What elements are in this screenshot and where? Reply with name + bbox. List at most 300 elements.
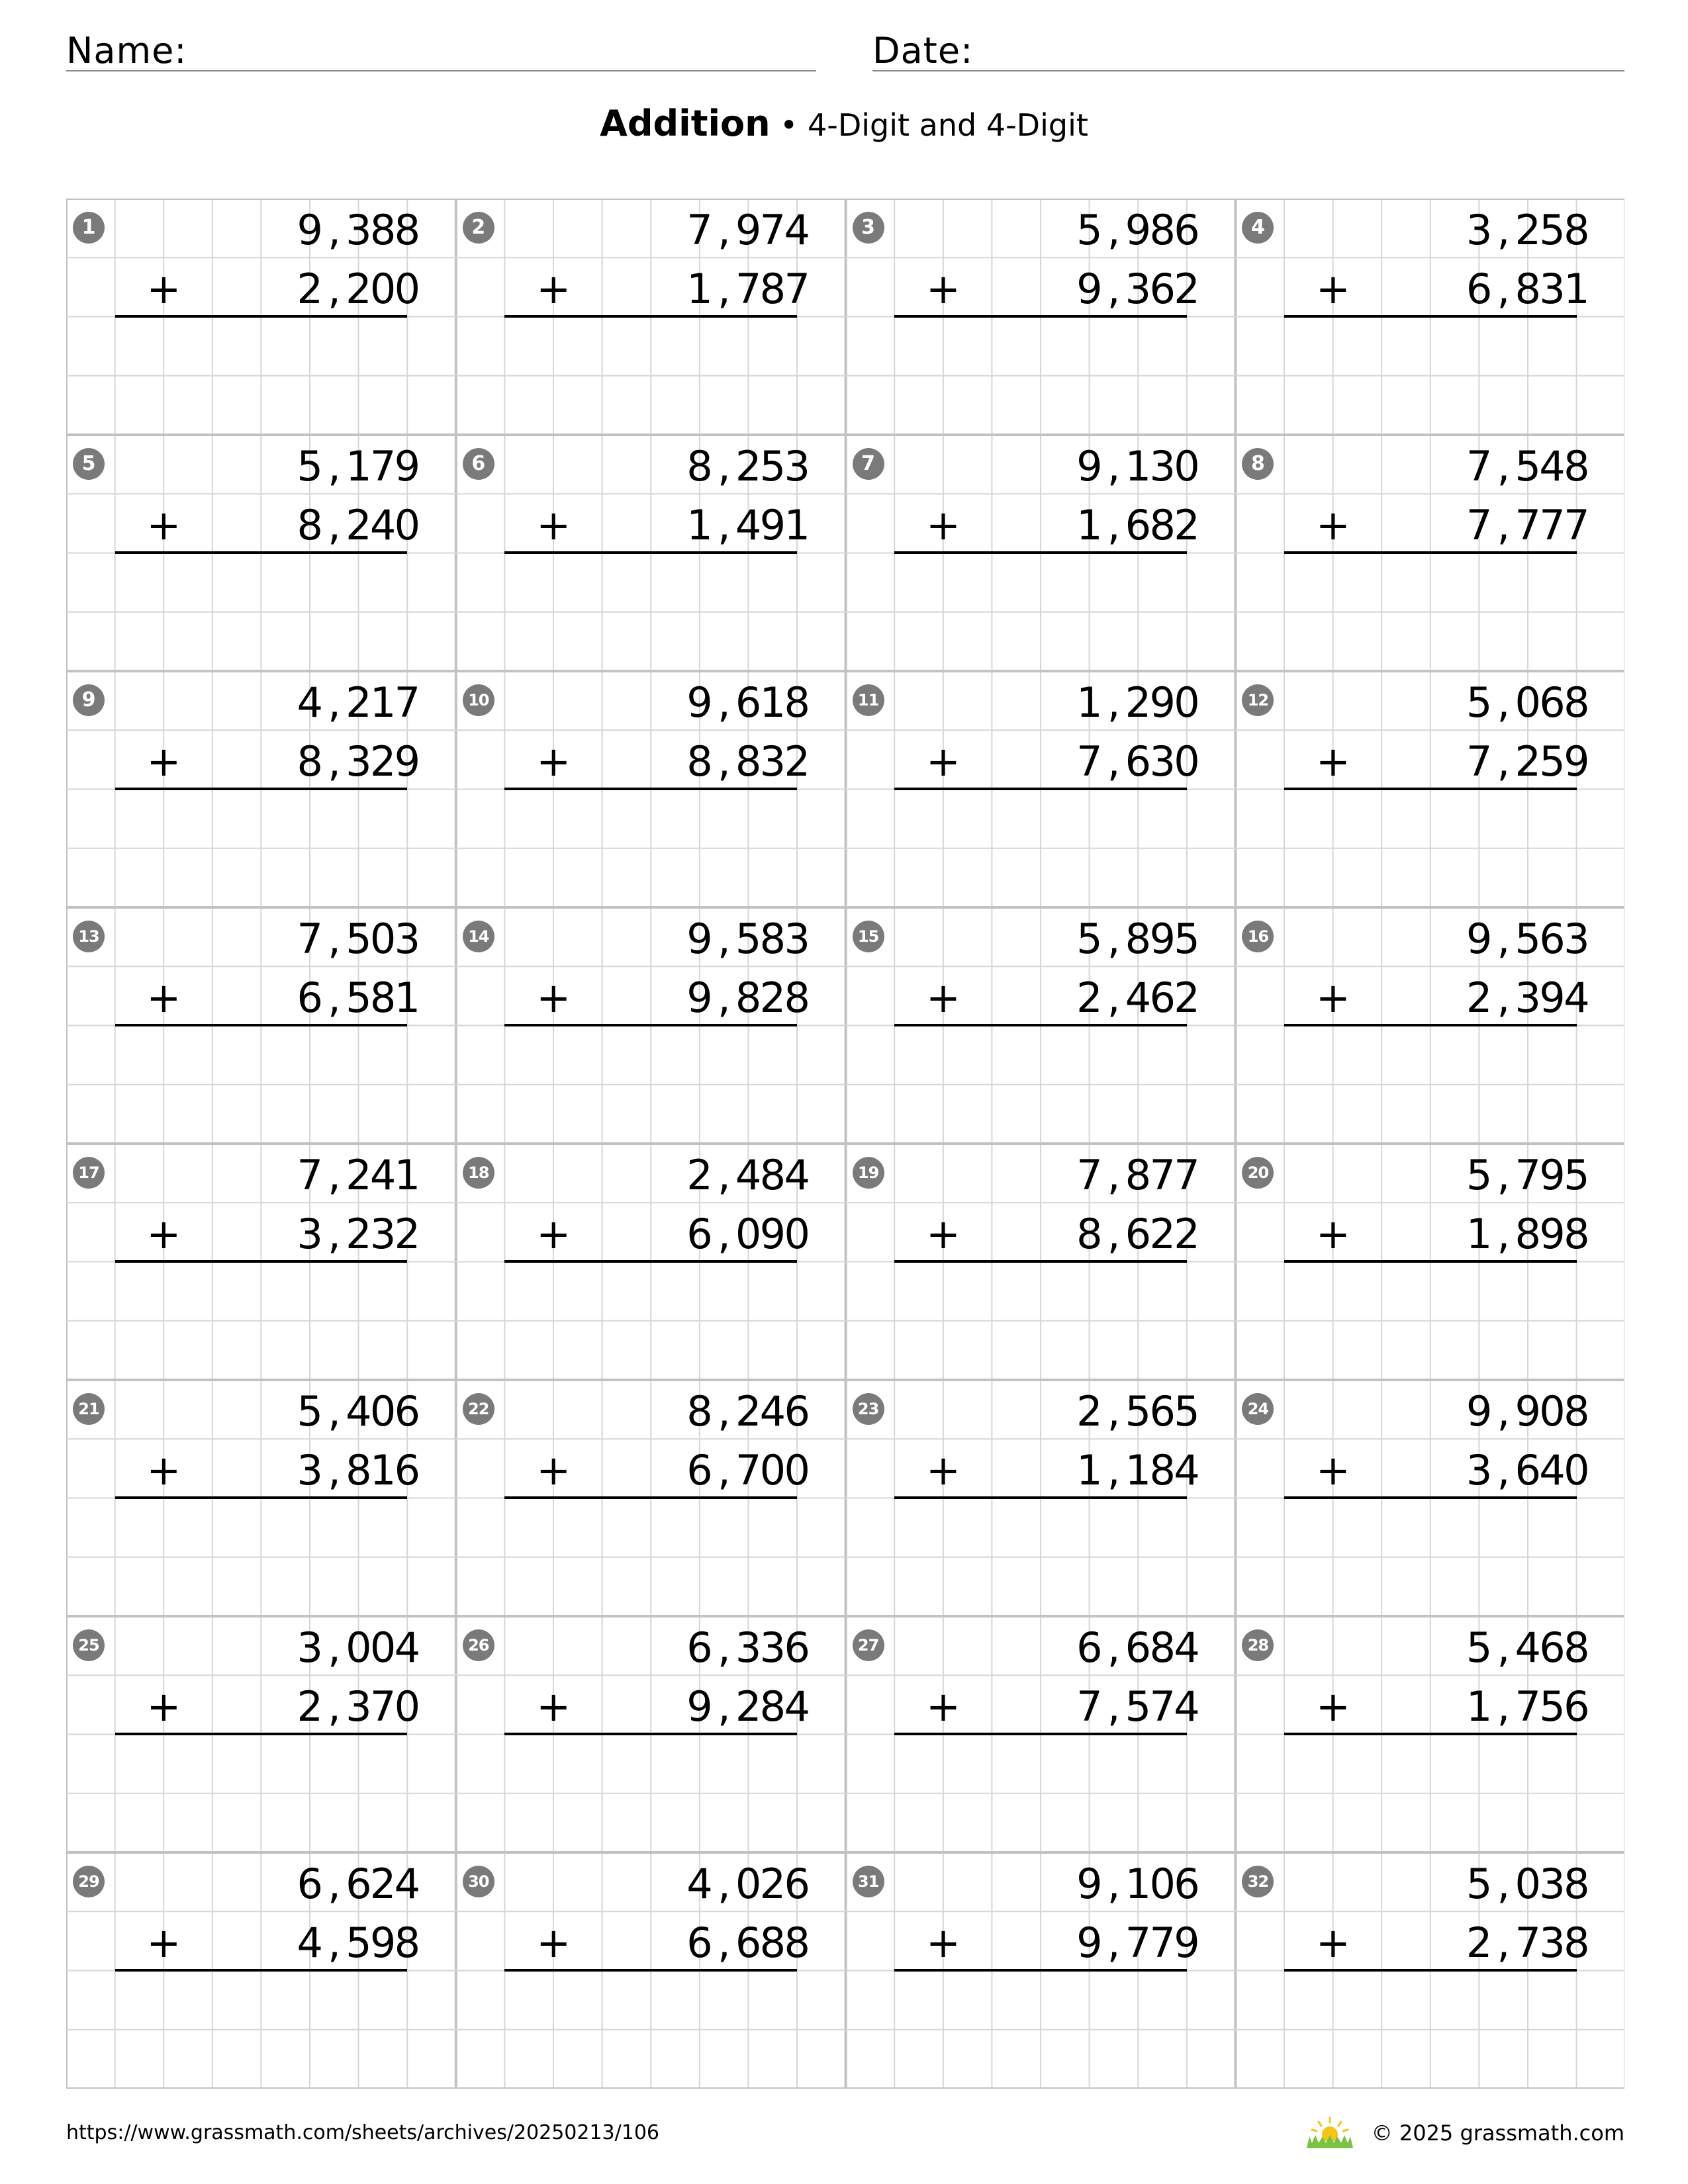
addend-top-comma: , [1497,1860,1511,1908]
addend-bottom-digit: 3 [1125,265,1152,314]
addend-bottom-digit: 9 [394,737,421,786]
plus-sign: + [926,1682,961,1731]
addend-bottom-digit: 2 [1174,974,1200,1023]
addend-bottom-comma: , [717,265,731,314]
addend-bottom-comma: , [1107,265,1121,314]
answer-area[interactable] [115,556,408,610]
addend-bottom-comma: , [328,737,341,786]
addend-top-comma: , [717,442,731,490]
addend-top-comma: , [328,915,341,963]
problem-grid [66,199,1624,2089]
sum-underline [894,1496,1187,1499]
addend-top-digit: 5 [346,915,372,963]
addend-top-digit: 5 [1174,915,1200,963]
addend-top-digit: 1 [1125,442,1152,490]
addend-bottom-digit: 2 [1149,1210,1176,1259]
addend-top-digit: 9 [735,206,762,254]
addend-top-digit: 5 [1539,206,1566,254]
addend-bottom-digit: 7 [1539,501,1566,550]
problem-number-badge: 14 [463,921,494,952]
title-main: Addition [600,103,771,144]
addend-top-digit: 6 [394,1387,421,1435]
addend-top-digit: 1 [346,442,372,490]
sum-underline [504,1733,797,1735]
addend-bottom-digit: 0 [784,1210,810,1259]
addend-top-comma: , [1107,678,1121,727]
date-field[interactable] [872,20,1624,71]
plus-sign: + [146,1446,181,1495]
plus-sign: + [1315,1446,1350,1495]
problem-number-badge: 16 [1242,921,1274,952]
answer-area[interactable] [504,1028,797,1082]
addend-bottom-digit: 3 [346,1682,372,1731]
addend-top-digit: 3 [1539,1860,1566,1908]
worksheet-title [0,103,1688,144]
answer-area[interactable] [1284,556,1577,610]
addend-bottom-digit: 2 [735,1682,762,1731]
addend-bottom-comma: , [328,265,341,314]
addend-top-digit: 8 [1564,1387,1590,1435]
sum-underline [894,315,1187,318]
addend-bottom-digit: 1 [1466,1682,1493,1731]
plus-sign: + [926,501,961,550]
addend-bottom-comma: , [1497,1446,1511,1495]
problem-number-badge: 20 [1242,1157,1274,1189]
addend-bottom-comma: , [1497,737,1511,786]
answer-area[interactable] [115,1501,408,1555]
addend-top-comma: , [717,1623,731,1672]
addend-top-digit: 4 [759,1387,786,1435]
addend-top-comma: , [1497,678,1511,727]
sum-underline [1284,1496,1577,1499]
addend-top-digit: 0 [346,1623,372,1672]
addend-bottom-digit: 0 [394,1682,421,1731]
addend-bottom-digit: 5 [1539,1682,1566,1731]
problem-number-badge: 12 [1242,684,1274,716]
answer-area[interactable] [504,1974,797,2027]
answer-area[interactable] [894,1737,1187,1791]
addend-top-comma: , [717,206,731,254]
addend-top-digit: 9 [686,678,713,727]
addend-top-comma: , [1107,1860,1121,1908]
addend-bottom-comma: , [1107,1446,1121,1495]
addend-bottom-digit: 6 [1125,501,1152,550]
addend-bottom-digit: 0 [735,1210,762,1259]
answer-area[interactable] [1284,320,1577,373]
addend-bottom-comma: , [1107,1210,1121,1259]
addend-bottom-comma: , [717,1210,731,1259]
addend-bottom-comma: , [1497,974,1511,1023]
sum-underline [115,315,408,318]
addend-top-digit: 5 [1466,1151,1493,1199]
addend-bottom-digit: 1 [1564,265,1590,314]
sum-underline [894,1969,1187,1972]
addend-bottom-digit: 3 [1466,1446,1493,1495]
addend-bottom-digit: 8 [297,737,323,786]
problem-number-badge: 2 [463,212,494,244]
answer-area[interactable] [115,1974,408,2027]
addend-bottom-comma: , [717,1919,731,1968]
sum-underline [115,788,408,790]
addend-bottom-digit: 9 [1076,1919,1103,1968]
addend-bottom-digit: 5 [1539,737,1566,786]
addend-top-digit: 6 [346,1860,372,1908]
addend-top-digit: 2 [735,442,762,490]
addend-top-digit: 2 [1125,678,1152,727]
answer-area[interactable] [504,1265,797,1318]
addend-bottom-digit: 8 [1076,1210,1103,1259]
sum-underline [1284,788,1577,790]
addend-bottom-digit: 7 [1515,1682,1541,1731]
addend-bottom-digit: 7 [735,265,762,314]
addend-bottom-digit: 4 [1174,1682,1200,1731]
addend-bottom-digit: 7 [784,265,810,314]
addend-top-digit: 3 [394,915,421,963]
addend-bottom-digit: 8 [1564,1210,1590,1259]
addend-bottom-digit: 9 [1076,265,1103,314]
sum-underline [504,1260,797,1263]
addend-bottom-digit: 6 [1149,974,1176,1023]
addend-top-comma: , [328,678,341,727]
addend-top-digit: 8 [686,442,713,490]
answer-area[interactable] [1284,1265,1577,1318]
addend-top-digit: 8 [1564,206,1590,254]
addend-top-digit: 8 [1149,206,1176,254]
addend-bottom-digit: 8 [369,974,397,1023]
addend-top-digit: 8 [759,915,786,963]
addend-top-comma: , [328,1151,341,1199]
addend-bottom-comma: , [328,974,341,1023]
addend-bottom-digit: 2 [297,265,323,314]
addend-bottom-comma: , [1107,1919,1121,1968]
addend-bottom-digit: 6 [686,1210,713,1259]
addend-top-digit: 9 [1466,1387,1493,1435]
addend-bottom-digit: 3 [297,1210,323,1259]
addend-top-digit: 3 [759,1623,786,1672]
addend-top-digit: 3 [1466,206,1493,254]
addend-top-digit: 3 [297,1623,323,1672]
addend-top-digit: 6 [1076,1623,1103,1672]
addend-top-digit: 6 [297,1860,323,1908]
sum-underline [1284,1024,1577,1026]
addend-bottom-digit: 9 [369,1919,397,1968]
plus-sign: + [926,1446,961,1495]
sum-underline [504,315,797,318]
addend-bottom-digit: 7 [1149,1919,1176,1968]
addend-bottom-digit: 5 [346,974,372,1023]
problem-number-badge: 26 [463,1629,494,1661]
problem-number-badge: 1 [73,212,105,244]
addend-top-digit: 3 [784,915,810,963]
sum-underline [504,1024,797,1026]
addend-top-digit: 9 [394,442,421,490]
addend-bottom-digit: 9 [1564,737,1590,786]
addend-top-digit: 4 [1174,1623,1200,1672]
answer-area[interactable] [1284,1501,1577,1555]
addend-bottom-digit: 0 [784,1446,810,1495]
problem-number-badge: 27 [853,1629,884,1661]
addend-top-digit: 1 [394,1151,421,1199]
addend-top-digit: 5 [1466,678,1493,727]
addend-top-digit: 8 [759,1151,786,1199]
sum-underline [894,788,1187,790]
addend-bottom-digit: 1 [1076,501,1103,550]
plus-sign: + [536,1682,571,1731]
addend-bottom-digit: 9 [759,1210,786,1259]
addend-top-digit: 7 [686,206,713,254]
addend-bottom-digit: 6 [686,1446,713,1495]
problem-number-badge: 8 [1242,448,1274,480]
addend-bottom-digit: 6 [1149,265,1176,314]
addend-bottom-digit: 7 [735,1446,762,1495]
addend-bottom-digit: 2 [1174,265,1200,314]
addend-top-digit: 0 [1149,1860,1176,1908]
addend-bottom-digit: 7 [1076,737,1103,786]
footer-url: https://www.grassmath.com/sheets/archives/20250213/106 [66,2121,660,2144]
addend-bottom-digit: 2 [394,1210,421,1259]
addend-bottom-digit: 3 [1149,737,1176,786]
addend-top-digit: 6 [735,678,762,727]
sum-underline [504,1969,797,1972]
plus-sign: + [926,974,961,1023]
addend-top-digit: 9 [297,206,323,254]
addend-bottom-digit: 2 [346,1210,372,1259]
addend-bottom-digit: 6 [1125,1210,1152,1259]
addend-bottom-comma: , [1107,974,1121,1023]
problem-number-badge: 28 [1242,1629,1274,1661]
footer-copyright: © 2025 grassmath.com [1371,2120,1624,2146]
addend-top-comma: , [328,206,341,254]
addend-top-digit: 2 [686,1151,713,1199]
addend-bottom-digit: 7 [1125,1919,1152,1968]
plus-sign: + [1315,501,1350,550]
plus-sign: + [536,1210,571,1259]
answer-area[interactable] [1284,792,1577,846]
addend-bottom-comma: , [717,1682,731,1731]
answer-area[interactable] [504,792,797,846]
addend-bottom-digit: 0 [1564,1446,1590,1495]
addend-top-comma: , [328,1623,341,1672]
addend-bottom-comma: , [328,1919,341,1968]
addend-bottom-digit: 1 [1125,1446,1152,1495]
answer-area[interactable] [1284,1028,1577,1082]
answer-area[interactable] [894,320,1187,373]
sum-underline [504,1496,797,1499]
answer-area[interactable] [115,792,408,846]
plus-sign: + [926,1210,961,1259]
addend-top-digit: 8 [784,678,810,727]
plus-sign: + [1315,1210,1350,1259]
addend-bottom-digit: 6 [297,974,323,1023]
addend-top-digit: 5 [1515,442,1541,490]
addend-top-digit: 7 [1149,1151,1176,1199]
addend-top-comma: , [328,442,341,490]
addend-bottom-digit: 6 [1515,1446,1541,1495]
addend-top-digit: 8 [1564,678,1590,727]
addend-bottom-comma: , [1107,737,1121,786]
answer-area[interactable] [504,556,797,610]
problem-number-badge: 18 [463,1157,494,1189]
addend-top-comma: , [1497,1623,1511,1672]
addend-top-digit: 9 [1076,1860,1103,1908]
addend-top-digit: 6 [1125,1623,1152,1672]
problem-number-badge: 10 [463,684,494,716]
answer-area[interactable] [894,1974,1187,2027]
addend-bottom-digit: 7 [1466,737,1493,786]
problem-number-badge: 13 [73,921,105,952]
plus-sign: + [926,265,961,314]
addend-bottom-digit: 3 [1539,265,1566,314]
problem-number-badge: 17 [73,1157,105,1189]
addend-top-digit: 2 [1076,1387,1103,1435]
addend-top-digit: 4 [297,678,323,727]
addend-top-digit: 7 [1076,1151,1103,1199]
addend-bottom-digit: 7 [1564,501,1590,550]
addend-bottom-comma: , [1107,1682,1121,1731]
addend-bottom-digit: 6 [1466,265,1493,314]
addend-top-digit: 5 [1125,1387,1152,1435]
plus-sign: + [536,1446,571,1495]
addend-bottom-digit: 8 [394,1919,421,1968]
addend-top-digit: 8 [1564,442,1590,490]
addend-top-digit: 2 [735,1387,762,1435]
problem-number-badge: 23 [853,1393,884,1425]
addend-bottom-digit: 2 [1174,501,1200,550]
plus-sign: + [146,1210,181,1259]
answer-area[interactable] [115,1028,408,1082]
addend-bottom-digit: 2 [1515,737,1541,786]
answer-area[interactable] [504,1737,797,1791]
addend-bottom-comma: , [717,974,731,1023]
addend-bottom-digit: 2 [346,265,372,314]
answer-area[interactable] [115,1737,408,1791]
addend-top-digit: 4 [686,1860,713,1908]
answer-area[interactable] [894,1501,1187,1555]
addend-top-digit: 8 [1125,1151,1152,1199]
answer-area[interactable] [894,556,1187,610]
sum-underline [894,1733,1187,1735]
answer-area[interactable] [1284,1737,1577,1791]
addend-bottom-digit: 8 [686,737,713,786]
addend-bottom-digit: 2 [784,737,810,786]
addend-top-digit: 8 [1564,1623,1590,1672]
addend-top-digit: 2 [1515,206,1541,254]
answer-area[interactable] [115,1265,408,1318]
name-field[interactable] [66,20,816,71]
addend-bottom-comma: , [1497,1919,1511,1968]
addend-bottom-digit: 7 [1076,1682,1103,1731]
addend-bottom-digit: 8 [346,1446,372,1495]
addend-bottom-digit: 2 [1466,974,1493,1023]
problem-number-badge: 15 [853,921,884,952]
addend-top-digit: 6 [784,1623,810,1672]
addend-top-digit: 7 [394,678,421,727]
addend-bottom-digit: 5 [1125,1682,1152,1731]
addend-top-digit: 9 [1539,1151,1566,1199]
addend-bottom-digit: 4 [369,501,397,550]
plus-sign: + [1315,265,1350,314]
addend-bottom-digit: 9 [686,974,713,1023]
plus-sign: + [1315,737,1350,786]
plus-sign: + [1315,974,1350,1023]
addend-top-digit: 9 [1149,678,1176,727]
addend-bottom-digit: 3 [346,737,372,786]
problem-number-badge: 29 [73,1866,105,1897]
addend-top-digit: 0 [369,1623,397,1672]
addend-top-digit: 2 [346,678,372,727]
answer-area[interactable] [115,320,408,373]
addend-bottom-digit: 8 [735,737,762,786]
addend-bottom-digit: 0 [394,501,421,550]
addend-top-comma: , [717,678,731,727]
addend-bottom-digit: 4 [1174,1446,1200,1495]
addend-top-digit: 9 [1076,442,1103,490]
problem-number-badge: 3 [853,212,884,244]
addend-bottom-comma: , [328,1446,341,1495]
addend-bottom-digit: 0 [369,265,397,314]
addend-top-comma: , [1107,442,1121,490]
addend-top-comma: , [1497,206,1511,254]
addend-top-digit: 5 [1466,1623,1493,1672]
addend-top-digit: 9 [1515,1387,1541,1435]
answer-area[interactable] [894,792,1187,846]
sum-underline [1284,315,1577,318]
addend-bottom-digit: 0 [1174,737,1200,786]
addend-top-digit: 4 [1515,1623,1541,1672]
problem-number-badge: 6 [463,448,494,480]
title-subtitle: 4-Digit and 4-Digit [807,107,1088,143]
addend-bottom-digit: 8 [735,974,762,1023]
addend-top-digit: 2 [346,1151,372,1199]
addend-bottom-digit: 8 [759,265,786,314]
addend-top-digit: 4 [784,206,810,254]
plus-sign: + [146,1919,181,1968]
addend-top-comma: , [1497,442,1511,490]
answer-area[interactable] [1284,1974,1577,2027]
addend-bottom-digit: 8 [759,1682,786,1731]
addend-bottom-digit: 1 [686,501,713,550]
addend-bottom-digit: 3 [297,1446,323,1495]
answer-area[interactable] [504,320,797,373]
answer-area[interactable] [894,1265,1187,1318]
addend-bottom-comma: , [328,1210,341,1259]
addend-bottom-digit: 0 [759,1446,786,1495]
addend-bottom-digit: 1 [686,265,713,314]
answer-area[interactable] [504,1501,797,1555]
addend-top-digit: 5 [1564,1151,1590,1199]
addend-top-digit: 7 [1174,1151,1200,1199]
addend-bottom-comma: , [328,501,341,550]
addend-bottom-digit: 9 [759,501,786,550]
addend-bottom-digit: 4 [1125,974,1152,1023]
addend-bottom-digit: 4 [297,1919,323,1968]
addend-bottom-comma: , [1497,1210,1511,1259]
addend-bottom-digit: 3 [1515,974,1541,1023]
sum-underline [1284,1969,1577,1972]
answer-area[interactable] [894,1028,1187,1082]
addend-top-digit: 6 [1539,915,1566,963]
addend-bottom-comma: , [717,1446,731,1495]
plus-sign: + [146,974,181,1023]
addend-top-digit: 8 [686,1387,713,1435]
addend-top-digit: 3 [735,1623,762,1672]
addend-top-digit: 8 [394,206,421,254]
addend-top-digit: 0 [735,1860,762,1908]
addend-top-digit: 8 [1564,1860,1590,1908]
addend-top-digit: 6 [1174,206,1200,254]
problem-number-badge: 4 [1242,212,1274,244]
addend-bottom-digit: 8 [1564,1919,1590,1968]
